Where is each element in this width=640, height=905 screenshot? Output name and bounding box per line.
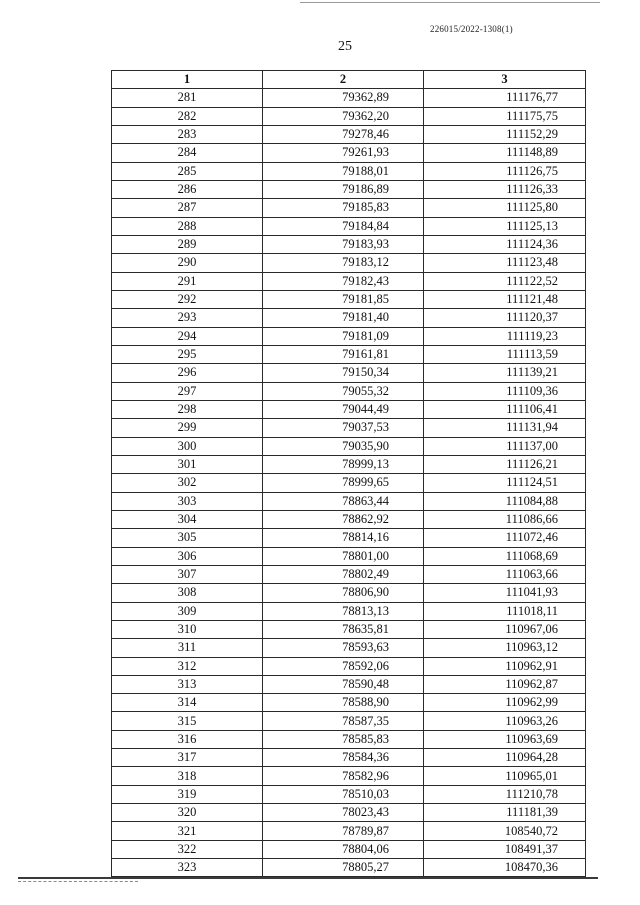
y-coordinate-cell: 111175,75 [424,107,586,125]
point-number-cell: 310 [112,620,263,638]
y-coordinate-cell: 108491,37 [424,840,586,858]
x-coordinate-cell: 79037,53 [263,419,424,437]
column-header-1: 1 [112,71,263,89]
y-coordinate-cell: 111181,39 [424,804,586,822]
point-number-cell: 322 [112,840,263,858]
x-coordinate-cell: 78587,35 [263,712,424,730]
point-number-cell: 308 [112,584,263,602]
point-number-cell: 313 [112,675,263,693]
x-coordinate-cell: 79035,90 [263,437,424,455]
y-coordinate-cell: 111131,94 [424,419,586,437]
table-row [112,639,586,657]
y-coordinate-cell: 111113,59 [424,345,586,363]
y-coordinate-cell: 110965,01 [424,767,586,785]
y-coordinate-cell: 111126,75 [424,162,586,180]
table-row [112,199,586,217]
x-coordinate-cell: 79183,12 [263,254,424,272]
y-coordinate-cell: 111137,00 [424,437,586,455]
table-row [112,474,586,492]
table-row [112,382,586,400]
x-coordinate-cell: 79362,20 [263,107,424,125]
table-row [112,455,586,473]
table-row [112,327,586,345]
point-number-cell: 294 [112,327,263,345]
x-coordinate-cell: 79188,01 [263,162,424,180]
table-row [112,272,586,290]
y-coordinate-cell: 111123,48 [424,254,586,272]
point-number-cell: 295 [112,345,263,363]
x-coordinate-cell: 79186,89 [263,180,424,198]
x-coordinate-cell: 79182,43 [263,272,424,290]
x-coordinate-cell: 79181,85 [263,290,424,308]
table-row [112,180,586,198]
bottom-divider-line [18,877,598,879]
y-coordinate-cell: 111120,37 [424,309,586,327]
x-coordinate-cell: 78806,90 [263,584,424,602]
y-coordinate-cell: 111119,23 [424,327,586,345]
point-number-cell: 323 [112,859,263,877]
table-row [112,510,586,528]
table-row [112,785,586,803]
y-coordinate-cell: 110962,91 [424,657,586,675]
x-coordinate-cell: 79185,83 [263,199,424,217]
point-number-cell: 303 [112,492,263,510]
point-number-cell: 297 [112,382,263,400]
x-coordinate-cell: 78813,13 [263,602,424,620]
page-number: 25 [338,39,352,54]
x-coordinate-cell: 78862,92 [263,510,424,528]
point-number-cell: 301 [112,455,263,473]
document-reference: 226015/2022-1308(1) [430,24,513,34]
table-row [112,712,586,730]
y-coordinate-cell: 110962,99 [424,694,586,712]
x-coordinate-cell: 78584,36 [263,749,424,767]
table-row [112,859,586,877]
table-body [112,89,586,877]
point-number-cell: 318 [112,767,263,785]
x-coordinate-cell: 78814,16 [263,529,424,547]
table-row [112,547,586,565]
x-coordinate-cell: 78585,83 [263,730,424,748]
y-coordinate-cell: 111176,77 [424,89,586,107]
x-coordinate-cell: 79184,84 [263,217,424,235]
x-coordinate-cell: 79362,89 [263,89,424,107]
point-number-cell: 281 [112,89,263,107]
table-row [112,749,586,767]
table-row [112,675,586,693]
y-coordinate-cell: 111106,41 [424,400,586,418]
point-number-cell: 312 [112,657,263,675]
point-number-cell: 306 [112,547,263,565]
table-row [112,437,586,455]
y-coordinate-cell: 111122,52 [424,272,586,290]
y-coordinate-cell: 111126,33 [424,180,586,198]
x-coordinate-cell: 78805,27 [263,859,424,877]
table-row [112,730,586,748]
y-coordinate-cell: 111063,66 [424,565,586,583]
y-coordinate-cell: 111139,21 [424,364,586,382]
y-coordinate-cell: 110962,87 [424,675,586,693]
x-coordinate-cell: 79161,81 [263,345,424,363]
point-number-cell: 300 [112,437,263,455]
y-coordinate-cell: 111124,36 [424,235,586,253]
table-row [112,144,586,162]
y-coordinate-cell: 111148,89 [424,144,586,162]
x-coordinate-cell: 78023,43 [263,804,424,822]
point-number-cell: 285 [112,162,263,180]
x-coordinate-cell: 79055,32 [263,382,424,400]
point-number-cell: 296 [112,364,263,382]
point-number-cell: 321 [112,822,263,840]
y-coordinate-cell: 110963,69 [424,730,586,748]
table-row [112,217,586,235]
y-coordinate-cell: 111018,11 [424,602,586,620]
point-number-cell: 293 [112,309,263,327]
point-number-cell: 291 [112,272,263,290]
x-coordinate-cell: 78802,49 [263,565,424,583]
table-row [112,309,586,327]
table-row [112,364,586,382]
point-number-cell: 292 [112,290,263,308]
y-coordinate-cell: 111125,13 [424,217,586,235]
point-number-cell: 320 [112,804,263,822]
table-row [112,400,586,418]
point-number-cell: 317 [112,749,263,767]
point-number-cell: 314 [112,694,263,712]
point-number-cell: 299 [112,419,263,437]
x-coordinate-cell: 78510,03 [263,785,424,803]
x-coordinate-cell: 79261,93 [263,144,424,162]
table-row [112,767,586,785]
point-number-cell: 298 [112,400,263,418]
point-number-cell: 283 [112,125,263,143]
y-coordinate-cell: 111072,46 [424,529,586,547]
table-row [112,565,586,583]
point-number-cell: 305 [112,529,263,547]
point-number-cell: 287 [112,199,263,217]
x-coordinate-cell: 78863,44 [263,492,424,510]
point-number-cell: 302 [112,474,263,492]
x-coordinate-cell: 78582,96 [263,767,424,785]
column-header-2: 2 [263,71,424,89]
table-row [112,584,586,602]
x-coordinate-cell: 78590,48 [263,675,424,693]
y-coordinate-cell: 111152,29 [424,125,586,143]
y-coordinate-cell: 111084,88 [424,492,586,510]
x-coordinate-cell: 79278,46 [263,125,424,143]
point-number-cell: 304 [112,510,263,528]
point-number-cell: 307 [112,565,263,583]
x-coordinate-cell: 78592,06 [263,657,424,675]
y-coordinate-cell: 111068,69 [424,547,586,565]
table-row [112,822,586,840]
y-coordinate-cell: 111121,48 [424,290,586,308]
table-row [112,162,586,180]
top-divider-line [300,2,600,3]
x-coordinate-cell: 79183,93 [263,235,424,253]
y-coordinate-cell: 110963,26 [424,712,586,730]
table-row [112,840,586,858]
table-row [112,529,586,547]
table-row [112,89,586,107]
y-coordinate-cell: 111109,36 [424,382,586,400]
y-coordinate-cell: 111126,21 [424,455,586,473]
table-row [112,694,586,712]
x-coordinate-cell: 78789,87 [263,822,424,840]
point-number-cell: 316 [112,730,263,748]
x-coordinate-cell: 78593,63 [263,639,424,657]
point-number-cell: 284 [112,144,263,162]
table-row [112,290,586,308]
table-row [112,620,586,638]
x-coordinate-cell: 78999,65 [263,474,424,492]
point-number-cell: 311 [112,639,263,657]
point-number-cell: 319 [112,785,263,803]
table-row [112,804,586,822]
y-coordinate-cell: 111210,78 [424,785,586,803]
x-coordinate-cell: 79044,49 [263,400,424,418]
table-row [112,419,586,437]
point-number-cell: 309 [112,602,263,620]
y-coordinate-cell: 111086,66 [424,510,586,528]
table-row [112,345,586,363]
table-row [112,125,586,143]
x-coordinate-cell: 78999,13 [263,455,424,473]
point-number-cell: 315 [112,712,263,730]
x-coordinate-cell: 78801,00 [263,547,424,565]
y-coordinate-cell: 111125,80 [424,199,586,217]
coordinates-table [111,70,586,877]
bottom-faint-line [18,881,138,882]
x-coordinate-cell: 79181,09 [263,327,424,345]
y-coordinate-cell: 110967,06 [424,620,586,638]
x-coordinate-cell: 79150,34 [263,364,424,382]
table-row [112,235,586,253]
column-header-3: 3 [424,71,586,89]
x-coordinate-cell: 78635,81 [263,620,424,638]
point-number-cell: 290 [112,254,263,272]
x-coordinate-cell: 78588,90 [263,694,424,712]
y-coordinate-cell: 108540,72 [424,822,586,840]
y-coordinate-cell: 111124,51 [424,474,586,492]
point-number-cell: 286 [112,180,263,198]
table-row [112,254,586,272]
y-coordinate-cell: 110964,28 [424,749,586,767]
y-coordinate-cell: 110963,12 [424,639,586,657]
table-row [112,107,586,125]
point-number-cell: 282 [112,107,263,125]
table-header-row [112,71,586,89]
y-coordinate-cell: 111041,93 [424,584,586,602]
x-coordinate-cell: 78804,06 [263,840,424,858]
point-number-cell: 288 [112,217,263,235]
table-row [112,492,586,510]
y-coordinate-cell: 108470,36 [424,859,586,877]
point-number-cell: 289 [112,235,263,253]
table-row [112,602,586,620]
x-coordinate-cell: 79181,40 [263,309,424,327]
table-row [112,657,586,675]
